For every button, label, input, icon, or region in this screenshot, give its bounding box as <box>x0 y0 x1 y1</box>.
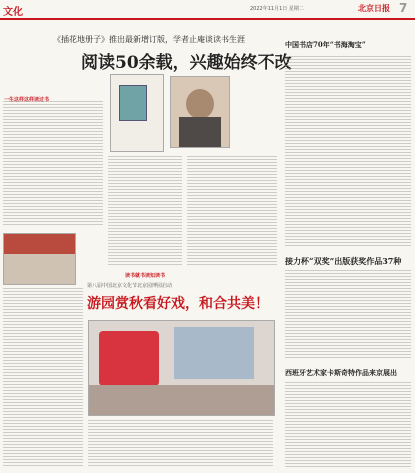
main-subtitle: 《插花地册子》推出最新增订版，学者止庵谈读书生涯 <box>53 35 245 44</box>
book-cover-image <box>110 74 164 152</box>
section-label: 文化 <box>3 7 23 18</box>
right-title-2: 接力杯“双奖”出版获奖作品37种 <box>285 256 402 266</box>
bottom-title: 游园赏秋看好戏，和合共美！ <box>87 296 269 312</box>
masthead-logo: 北京日报 <box>358 3 390 13</box>
bottom-photo <box>88 320 275 416</box>
main-head-1: 一生这样这样读过书 <box>4 97 50 103</box>
page-number: 7 <box>399 1 408 15</box>
main-title: 阅读50余载，兴趣始终不改 <box>81 53 292 73</box>
right-title-3: 西班牙艺术家卡斯奇特作品来京展出 <box>285 368 397 377</box>
issue-date: 2022年11月1日 星期二 <box>250 6 304 12</box>
small-photo <box>3 233 76 285</box>
bottom-kicker: 第八届中国北京文化节北京园博园启动 <box>87 283 173 289</box>
right-title-1: 中国书店70年“书海淘宝” <box>285 40 366 49</box>
author-portrait <box>170 76 230 148</box>
page-header <box>0 0 415 20</box>
main-head-2: 读书就书读知读书 <box>125 273 166 279</box>
